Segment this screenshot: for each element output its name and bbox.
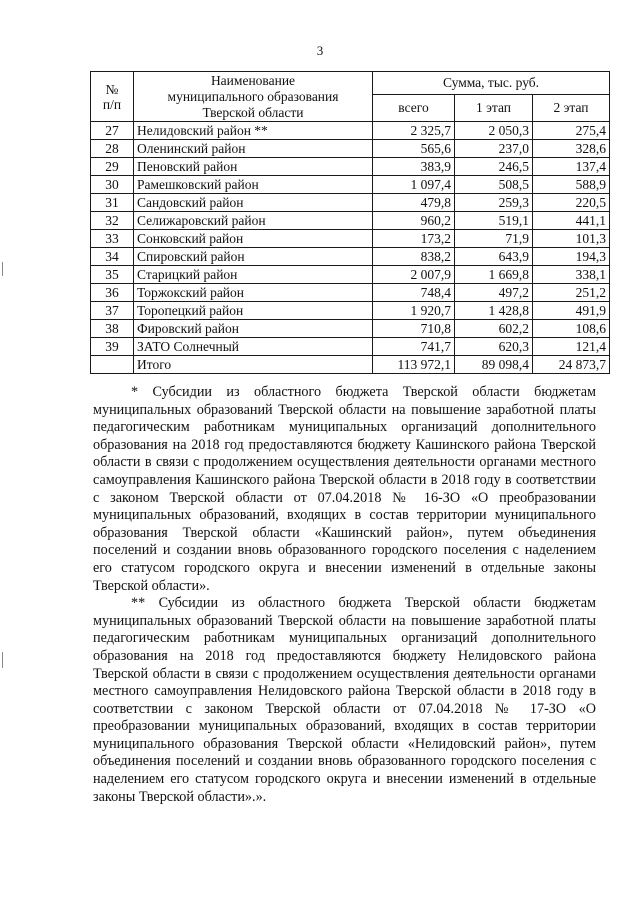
stage-2-cell: 441,1: [533, 212, 610, 230]
stage-1-cell: 237,0: [455, 140, 533, 158]
stage-2-cell: 101,3: [533, 230, 610, 248]
stage-1-cell: 259,3: [455, 194, 533, 212]
header-total: всего: [373, 95, 455, 122]
scan-mark: [2, 652, 3, 668]
stage-2-cell: 121,4: [533, 338, 610, 356]
row-number-cell: 34: [91, 248, 134, 266]
table-row: [91, 176, 610, 194]
stage-2-cell: 137,4: [533, 158, 610, 176]
total-cell: 173,2: [373, 230, 455, 248]
total-row: [91, 356, 610, 374]
footnotes: [93, 384, 596, 806]
municipality-name-cell: Пеновский район: [134, 158, 373, 176]
header-stage-2: 2 этап: [533, 95, 610, 122]
total-cell: 741,7: [373, 338, 455, 356]
municipality-name-cell: ЗАТО Солнечный: [134, 338, 373, 356]
table-row: [91, 338, 610, 356]
total-cell: 1 097,4: [373, 176, 455, 194]
table-row: [91, 194, 610, 212]
total-row-number-cell: [91, 356, 134, 374]
stage-2-cell: 338,1: [533, 266, 610, 284]
stage-2-cell: 108,6: [533, 320, 610, 338]
stage-1-cell: 71,9: [455, 230, 533, 248]
row-number-cell: 36: [91, 284, 134, 302]
header-sum: Сумма, тыс. руб.: [373, 72, 610, 95]
stage-1-cell: 246,5: [455, 158, 533, 176]
total-cell: 383,9: [373, 158, 455, 176]
table-row: [91, 248, 610, 266]
total-cell: 748,4: [373, 284, 455, 302]
municipality-name-cell: Старицкий район: [134, 266, 373, 284]
row-number-cell: 31: [91, 194, 134, 212]
stage-2-cell: 491,9: [533, 302, 610, 320]
header-name-label: Наименование муниципального образования Тверской области: [167, 72, 339, 120]
row-number-cell: 35: [91, 266, 134, 284]
total-cell: 2 325,7: [373, 122, 455, 140]
total-cell: 960,2: [373, 212, 455, 230]
total-stage-2-cell: 24 873,7: [533, 356, 610, 374]
table-row: [91, 122, 610, 140]
table-row: [91, 266, 610, 284]
table-row: [91, 302, 610, 320]
total-cell: 2 007,9: [373, 266, 455, 284]
total-stage-1-cell: 89 098,4: [455, 356, 533, 374]
row-number-cell: 39: [91, 338, 134, 356]
header-no-label: № п/п: [102, 81, 122, 112]
scan-mark: [2, 262, 3, 276]
row-number-cell: 32: [91, 212, 134, 230]
municipality-name-cell: Торопецкий район: [134, 302, 373, 320]
grand-total-cell: 113 972,1: [373, 356, 455, 374]
table-body: [91, 122, 610, 374]
stage-1-cell: 620,3: [455, 338, 533, 356]
municipality-name-cell: Оленинский район: [134, 140, 373, 158]
footnote-nelidovsky: ** Субсидии из областного бюджета Тверской области бюджетам муниципальных образований Тверской области на повышение заработной платы педагогическим работникам муниципальных организаций дополнительного образования на 2018 год предоставляются бюджету Нелидовского района Тверской области в связи с продолжением осуществления деятельности органами местного самоуправления Нелидовского района Тверской области в 2018 году в соответствии с законом Тверской области от 07.04.2018 № 17-ЗО «О преобразовании муниципальных образований, входящих в состав территории муниципального образования Тверской области «Нелидовский район», путем объединения поселений и создании вновь образованного городского поселения с наделением его статусом городского округа и внесении изменений в отдельные законы Тверской области».».: [93, 595, 596, 805]
table-row: [91, 212, 610, 230]
municipality-name-cell: Нелидовский район **: [134, 122, 373, 140]
municipality-name-cell: Сонковский район: [134, 230, 373, 248]
total-label-cell: Итого: [134, 356, 373, 374]
total-cell: 838,2: [373, 248, 455, 266]
stage-2-cell: 328,6: [533, 140, 610, 158]
stage-1-cell: 497,2: [455, 284, 533, 302]
municipality-name-cell: Спировский район: [134, 248, 373, 266]
page-number: 3: [316, 43, 324, 58]
row-number-cell: 28: [91, 140, 134, 158]
total-cell: 1 920,7: [373, 302, 455, 320]
row-number-cell: 30: [91, 176, 134, 194]
row-number-cell: 29: [91, 158, 134, 176]
stage-1-cell: 602,2: [455, 320, 533, 338]
table-row: [91, 140, 610, 158]
stage-2-cell: 194,3: [533, 248, 610, 266]
row-number-cell: 37: [91, 302, 134, 320]
municipality-name-cell: Рамешковский район: [134, 176, 373, 194]
header-stage-1: 1 этап: [455, 95, 533, 122]
table-row: [91, 284, 610, 302]
municipality-name-cell: Сандовский район: [134, 194, 373, 212]
stage-2-cell: 588,9: [533, 176, 610, 194]
table-row: [91, 230, 610, 248]
header-row-number: [91, 72, 134, 122]
stage-2-cell: 251,2: [533, 284, 610, 302]
table-row: [91, 320, 610, 338]
stage-1-cell: 519,1: [455, 212, 533, 230]
stage-1-cell: 508,5: [455, 176, 533, 194]
row-number-cell: 33: [91, 230, 134, 248]
row-number-cell: 27: [91, 122, 134, 140]
total-cell: 710,8: [373, 320, 455, 338]
stage-1-cell: 2 050,3: [455, 122, 533, 140]
table-row: [91, 158, 610, 176]
total-cell: 565,6: [373, 140, 455, 158]
subsidy-table: [90, 71, 610, 374]
row-number-cell: 38: [91, 320, 134, 338]
stage-1-cell: 1 669,8: [455, 266, 533, 284]
header-municipality-name: [134, 72, 373, 122]
stage-2-cell: 220,5: [533, 194, 610, 212]
municipality-name-cell: Фировский район: [134, 320, 373, 338]
municipality-name-cell: Селижаровский район: [134, 212, 373, 230]
stage-2-cell: 275,4: [533, 122, 610, 140]
municipality-name-cell: Торжокский район: [134, 284, 373, 302]
stage-1-cell: 643,9: [455, 248, 533, 266]
stage-1-cell: 1 428,8: [455, 302, 533, 320]
footnote-kashinsky: * Субсидии из областного бюджета Тверской области бюджетам муниципальных образований Тверской области на повышение заработной платы педагогическим работникам муниципальных организаций дополнительного образования на 2018 год предоставляются бюджету Кашинского района Тверской области в связи с продолжением осуществления деятельности органами местного самоуправления Кашинского района Тверской области в 2018 году в соответствии с законом Тверской области от 07.04.2018 № 16-ЗО «О преобразовании муниципальных образований, входящих в состав территории муниципального образования Тверской области «Кашинский район», путем объединения поселений и создании вновь образованного городского поселения с наделением его статусом городского округа и внесении изменений в отдельные законы Тверской области».: [93, 384, 596, 594]
total-cell: 479,8: [373, 194, 455, 212]
